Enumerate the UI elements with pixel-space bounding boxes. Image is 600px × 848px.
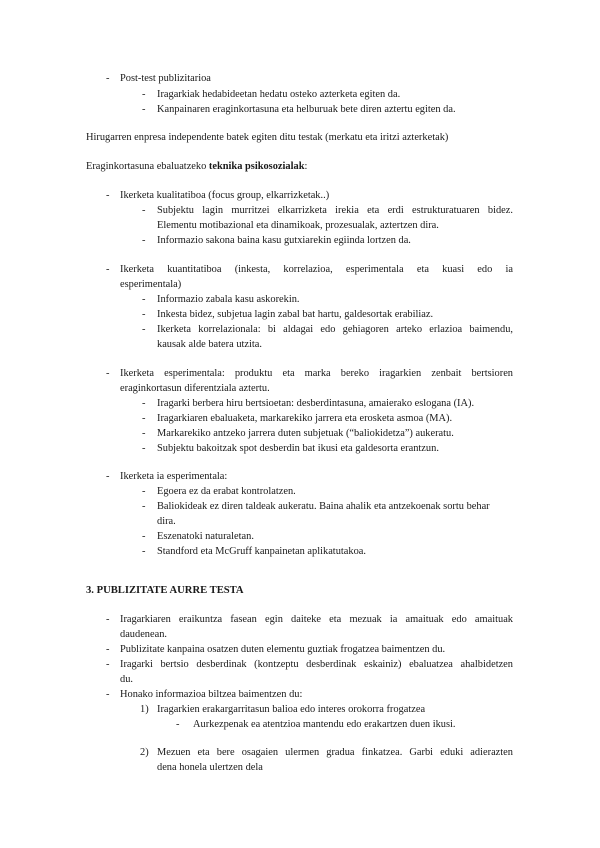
list-dash: - [142,443,146,454]
list-dash: - [142,546,146,557]
esperimentala-title-line-2: eraginkortasun diferentziala aztertu. [120,383,270,394]
list-dash: - [142,486,146,497]
posttest-item: Post-test publizitarioa [120,73,211,84]
list-dash: - [142,413,146,424]
list-dash: - [142,428,146,439]
kuantitatiboa-sub-1: Informazio zabala kasu askorekin. [157,294,300,305]
list-dash: - [142,309,146,320]
ia-esperimentala-sub-2-line-1: Baliokideak ez diren taldeak aukeratu. Baina ahalik eta antzekoenak sortu behar [157,501,490,512]
paragraph-hirugarren: Hirugarren enpresa independente batek egiten ditu testak (merkatu eta iritzi azterketak) [86,132,449,143]
list-dash: - [106,368,110,379]
list-dash: - [142,324,146,335]
list-dash: - [106,264,110,275]
list-dash: - [176,719,180,730]
kualitatiboa-sub-1-line-2: Elementu motibazional eta dinamikoak, prozesualak, aztertzen dira. [157,220,439,231]
eragin-prefix: Eraginkortasuna ebaluatzeko [86,161,209,172]
kualitatiboa-sub-1-line-1: Subjektu lagin murritzei elkarrizketa irekia eta erdi estrukturatuaren bidez. [157,205,513,216]
list-dash: - [106,689,110,700]
kuantitatiboa-sub-2: Inkesta bidez, subjetua lagin zabal bat hartu, galdesortak erabiliaz. [157,309,434,320]
ia-esperimentala-sub-2-line-2: dira. [157,516,176,527]
ia-esperimentala-sub-3: Eszenatoki naturaletan. [157,531,254,542]
numbered-item-2-line-2: dena honela ulertzen dela [157,762,263,773]
list-dash: - [106,190,110,201]
numbered-marker-2: 2) [140,747,149,758]
ia-esperimentala-title: Ikerketa ia esperimentala: [120,471,228,482]
section3-bullet-4: Honako informazioa biltzea baimentzen du: [120,689,303,700]
list-dash: - [142,294,146,305]
section3-bullet-1-line-1: Iragarkiaren eraikuntza fasean egin daiteke eta mezuak ia amaituak edo amaituak [120,614,513,625]
list-dash: - [142,398,146,409]
kuantitatiboa-title-line-1: Ikerketa kuantitatiboa (inkesta, korrelazioa, esperimentala eta kuasi edo ia [120,264,513,275]
numbered-item-1: Iragarkien erakargarritasun balioa edo interes orokorra frogatzea [157,704,426,715]
list-dash: - [142,104,146,115]
esperimentala-sub-4: Subjektu bakoitzak spot desberdin bat ikusi eta galdesorta erantzun. [157,443,439,454]
list-dash: - [106,471,110,482]
esperimentala-sub-2: Iragarkiaren ebaluaketa, markarekiko jarrera eta erosketa asmoa (MA). [157,413,453,424]
ia-esperimentala-sub-1: Egoera ez da erabat kontrolatzen. [157,486,296,497]
section3-bullet-3-line-2: du. [120,674,133,685]
esperimentala-title-line-1: Ikerketa esperimentala: produktu eta marka bereko iragarkien zenbait bertsioren [120,368,513,379]
list-dash: - [142,235,146,246]
list-dash: - [142,89,146,100]
list-dash: - [142,531,146,542]
kuantitatiboa-sub-3-line-1: Ikerketa korrelazionala: bi aldagai edo gehiagoren arteko erlazioa baimendu, [157,324,513,335]
posttest-sub-1: Iragarkiak hedabideetan hedatu osteko azterketa egiten da. [157,89,401,100]
numbered-item-1-sub: Aurkezpenak ea atentzioa mantendu edo erakartzen duen ikusi. [193,719,456,730]
section3-bullet-2: Publizitate kanpaina osatzen duten elementu guztiak frogatzea baimentzen du. [120,644,446,655]
list-dash: - [106,73,110,84]
eragin-suffix: : [304,161,308,172]
kualitatiboa-title: Ikerketa kualitatiboa (focus group, elkarrizketak..) [120,190,330,201]
paragraph-eraginkortasuna [86,160,307,173]
esperimentala-sub-3: Markarekiko antzeko jarrera duten subjetuak (“baliokidetza”) aukeratu. [157,428,454,439]
list-dash: - [106,659,110,670]
eragin-bold: teknika psikosozialak [208,161,305,172]
section3-bullet-1-line-2: daudenean. [120,629,168,640]
esperimentala-sub-1: Iragarki berbera hiru bertsioetan: desberdintasuna, amaierako esloganа (IA). [157,398,475,409]
section-heading: 3. PUBLIZITATE AURRE TESTA [86,585,244,596]
kuantitatiboa-sub-3-line-2: kausak alde batera utzita. [157,339,263,350]
section3-bullet-3-line-1: Iragarki bertsio desberdinak (kontzeptu desberdinak eskainiz) ebaluatzea ahalbidetzen [120,659,513,670]
numbered-marker-1: 1) [140,704,149,715]
numbered-item-2-line-1: Mezuen eta bere osagaien ulermen gradua finkatzea. Garbi eduki adierazten [157,747,513,758]
kuantitatiboa-title-line-2: esperimentala) [120,279,182,290]
ia-esperimentala-sub-4: Standford eta McGruff kanpainetan aplikatutakoa. [157,546,366,557]
list-dash: - [106,644,110,655]
posttest-sub-2: Kanpainaren eraginkortasuna eta helburuak bete diren aztertu egiten da. [157,104,456,115]
list-dash: - [142,205,146,216]
kualitatiboa-sub-2: Informazio sakona baina kasu gutxiarekin egiinda lortzen da. [157,235,411,246]
list-dash: - [142,501,146,512]
list-dash: - [106,614,110,625]
